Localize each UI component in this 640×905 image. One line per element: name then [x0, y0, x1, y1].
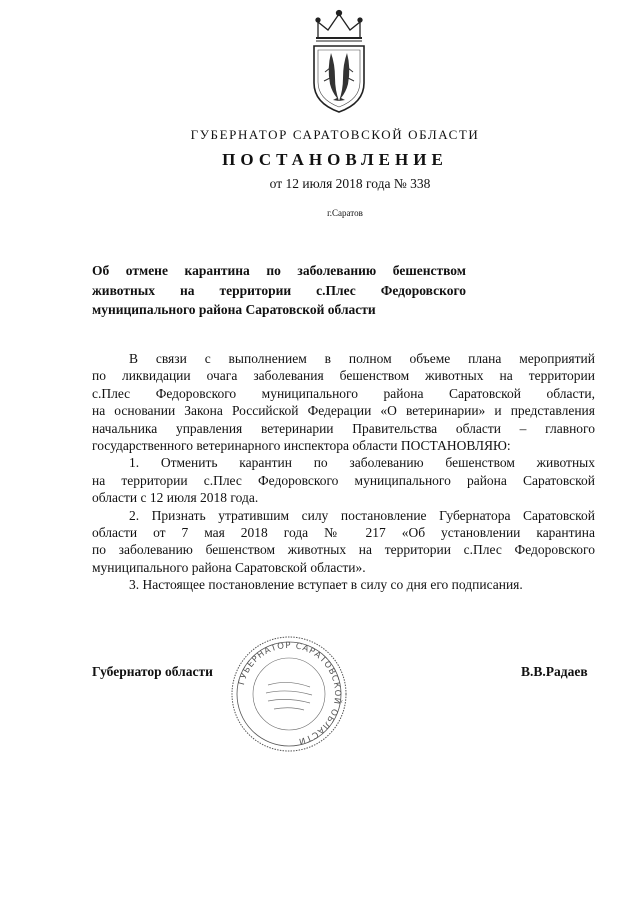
signatory-title: Губернатор области: [92, 664, 213, 679]
subject-line: Об отмене карантина по заболеванию бешенством: [92, 263, 466, 278]
body-line: на основании Закона Российской Федерации «О ветеринарии» и представления: [92, 403, 595, 419]
document-date-number: от 12 июля 2018 года № 338: [269, 176, 431, 191]
document-subject: [92, 261, 466, 320]
resolution-item-1: [92, 454, 595, 506]
body-line: 3. Настоящее постановление вступает в силу со дня его подписания.: [129, 577, 523, 593]
resolution-item-2: [92, 507, 595, 577]
subject-line: муниципального района Саратовской области: [92, 302, 376, 317]
body-line: начальника управления ветеринарии Правительства области – главного: [92, 420, 595, 436]
issue-city: г.Саратов: [327, 208, 363, 218]
body-line: с.Плес Федоровского муниципального района Саратовской области,: [92, 385, 595, 401]
body-line: по заболеванию бешенством животных на территории с.Плес Федоровского: [92, 542, 595, 558]
resolution-item-3: [92, 576, 595, 593]
stamp-text: ГУБЕРНАТОР САРАТОВСКОЙ ОБЛАСТИ: [236, 640, 343, 747]
preamble-paragraph: [92, 350, 595, 454]
issuing-authority: ГУБЕРНАТОР САРАТОВСКОЙ ОБЛАСТИ: [190, 127, 480, 142]
subject-line: животных на территории с.Плес Федоровского: [92, 282, 466, 298]
body-line: В связи с выполнением в полном объеме плана мероприятий: [129, 351, 595, 366]
body-line: области с 12 июля 2018 года.: [92, 490, 259, 506]
body-line: муниципального района Саратовской области».: [92, 559, 366, 575]
document-body: [92, 350, 595, 594]
body-line: государственного ветеринарного инспектора области ПОСТАНОВЛЯЮ:: [92, 438, 511, 454]
body-line: по ликвидации очага заболевания бешенством животных на территории: [92, 368, 595, 384]
body-line: 1. Отменить карантин по заболеванию бешенством животных: [129, 455, 595, 471]
official-stamp-icon: [228, 633, 350, 755]
saratov-coat-of-arms-icon: [304, 8, 374, 118]
body-line: 2. Признать утратившим силу постановление Губернатора Саратовской: [129, 507, 595, 523]
signatory-name: В.В.Радаев: [521, 664, 588, 679]
body-line: области от 7 мая 2018 года № 217 «Об установлении карантина: [92, 525, 595, 541]
body-line: на территории с.Плес Федоровского муниципального района Саратовской: [92, 472, 595, 488]
document-type: ПОСТАНОВЛЕНИЕ: [222, 150, 448, 169]
